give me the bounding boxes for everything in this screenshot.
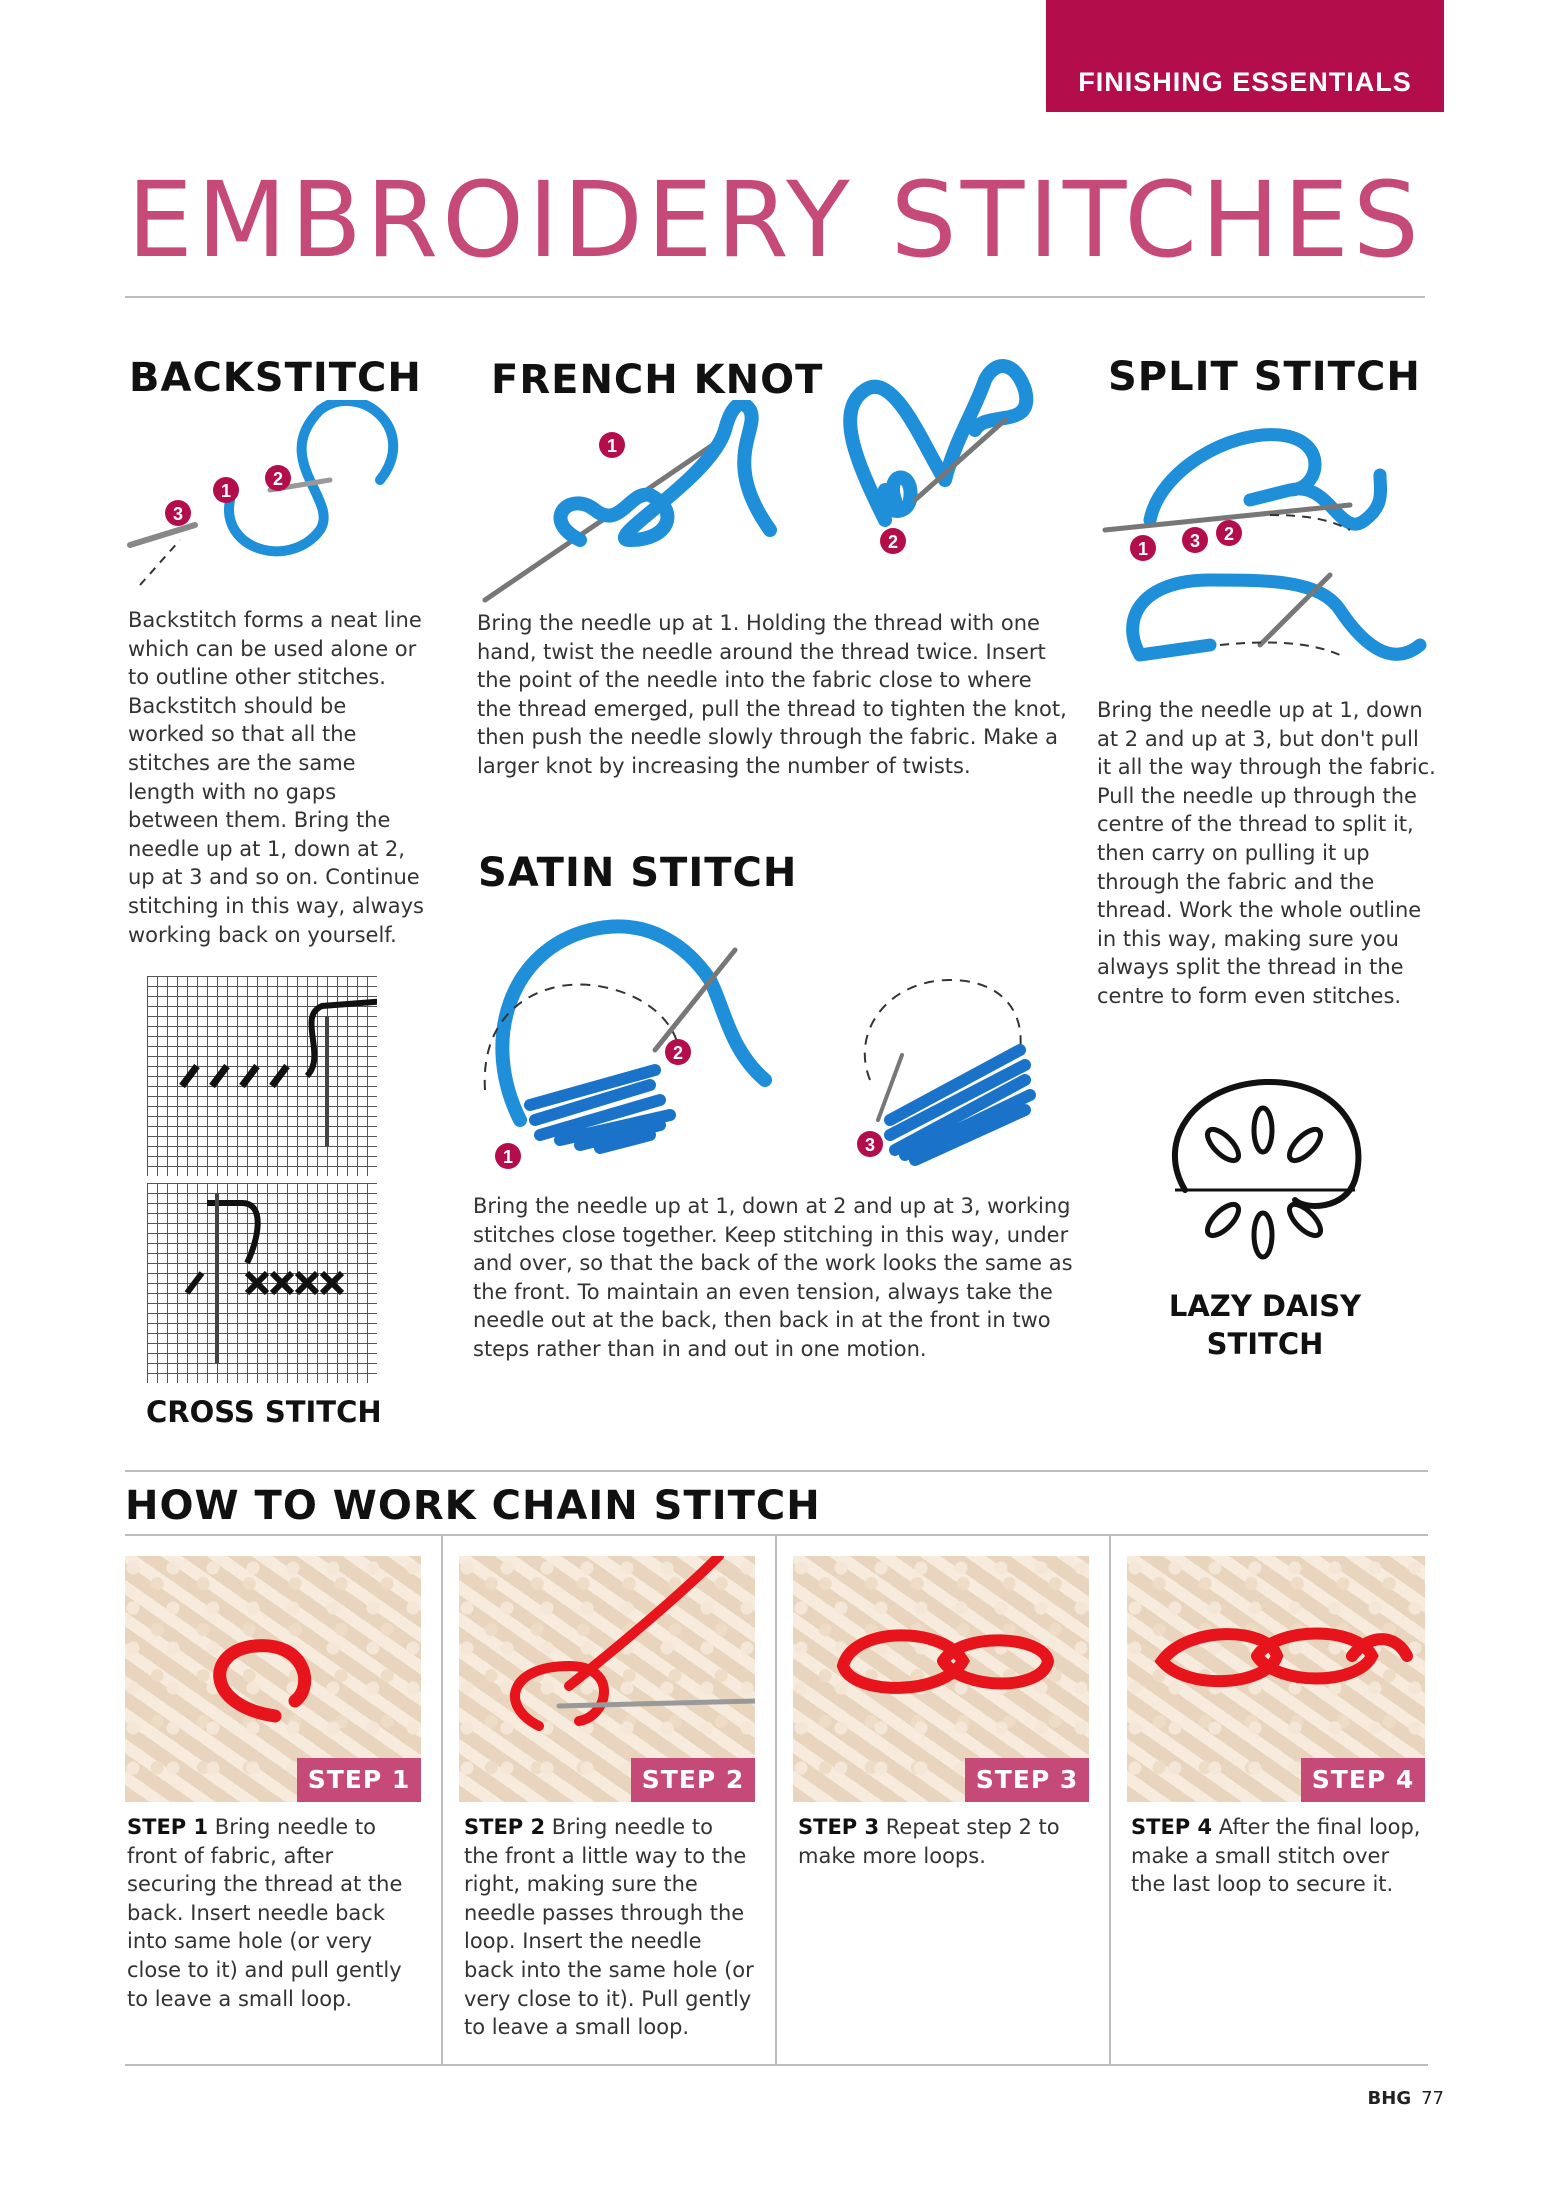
column-divider-2 <box>775 1534 777 2064</box>
chain-stitch-heading: HOW TO WORK CHAIN STITCH <box>125 1483 821 1529</box>
backstitch-heading: BACKSTITCH <box>129 355 422 401</box>
backstitch-description: Backstitch forms a neat line which can be used alone or to outline other stitches. Backstitch should be worked so that all the stitches are the same length with no gaps between them. Bring the needle up at 1, down at 2, up at 3 and so on. Continue stitching in this way, always working back on yourself. <box>128 608 424 947</box>
cross-stitch-grid-bottom <box>147 1183 377 1383</box>
svg-text:3: 3 <box>864 1135 876 1155</box>
french-knot-description: Bring the needle up at 1. Holding the thread with one hand, twist the needle around the thread twice. Insert the point of the needle into the fabric close to where the thread emerged, pull the thread to tighten the knot, then push the needle slowly through the fabric. Make a larger knot by increasing the number of twists. <box>477 611 1067 778</box>
page-footer <box>1368 2088 1444 2109</box>
title-divider <box>125 296 1425 298</box>
backstitch-marker-1 <box>213 477 239 503</box>
step-2-photo <box>459 1556 755 1802</box>
backstitch-marker-3 <box>165 500 191 526</box>
section-tag <box>1046 0 1444 112</box>
step-4-photo <box>1127 1556 1425 1802</box>
page-number: 77 <box>1421 2088 1444 2109</box>
step-4-description <box>1131 1813 1421 1899</box>
page-title: EMBROIDERY STITCHES <box>127 159 1423 281</box>
satin-stitch-illustration-1 <box>480 910 800 1180</box>
lazy-daisy-label <box>1125 1288 1405 1363</box>
split-stitch-marker-1 <box>1130 535 1156 561</box>
step-2-lead: STEP 2 <box>464 1815 546 1839</box>
svg-text:1: 1 <box>502 1147 514 1167</box>
split-stitch-heading: SPLIT STITCH <box>1108 354 1421 400</box>
lazy-daisy-label-line1: LAZY DAISY <box>1168 1289 1362 1323</box>
step-1-text: Bring needle to front of fabric, after securing the thread at the back. Insert needle back into same hole (or very close to it) and pull gently to leave a small loop. <box>127 1815 403 2011</box>
step-1-lead: STEP 1 <box>127 1815 209 1839</box>
step-3-photo <box>793 1556 1089 1802</box>
footer-brand: BHG <box>1367 2088 1412 2109</box>
backstitch-marker-2 <box>265 465 291 491</box>
svg-text:2: 2 <box>1223 524 1235 544</box>
satin-stitch-marker-2 <box>665 1039 691 1065</box>
chain-divider-bottom <box>125 2064 1428 2066</box>
split-stitch-marker-3 <box>1182 527 1208 553</box>
split-stitch-description: Bring the needle up at 1, down at 2 and up at 3, but don't pull it all the way through the fabric. Pull the needle up through the centre of the thread to split it, then carry on pulling it up through the fabric and the thread. Work the whole outline in this way, making sure you always split the thread in the centre to form even stitches. <box>1097 698 1436 1008</box>
step-1-description <box>127 1813 427 2013</box>
svg-text:1: 1 <box>1137 539 1149 559</box>
step-4-text: After the final loop, make a small stitch over the last loop to secure it. <box>1131 1815 1421 1897</box>
cross-stitch-label: CROSS STITCH <box>146 1395 382 1429</box>
svg-text:3: 3 <box>172 504 184 524</box>
french-knot-illustration-1 <box>480 400 790 610</box>
satin-stitch-heading: SATIN STITCH <box>478 850 798 896</box>
svg-text:2: 2 <box>672 1043 684 1063</box>
step-2-description <box>464 1813 754 2042</box>
step-1-photo <box>125 1556 421 1802</box>
section-tag-label: FINISHING ESSENTIALS <box>1078 67 1412 97</box>
step-3-description <box>798 1813 1098 1870</box>
lazy-daisy-illustration <box>1155 1070 1375 1270</box>
column-divider-1 <box>441 1534 443 2064</box>
french-knot-marker-2 <box>880 528 906 554</box>
step-2-badge: STEP 2 <box>631 1758 755 1802</box>
svg-text:1: 1 <box>606 436 618 456</box>
cross-stitch-grid-top <box>147 976 377 1176</box>
chain-divider-top <box>125 1470 1428 1472</box>
split-stitch-marker-2 <box>1216 520 1242 546</box>
satin-stitch-marker-3 <box>857 1131 883 1157</box>
backstitch-illustration <box>120 400 420 600</box>
step-3-badge: STEP 3 <box>965 1758 1089 1802</box>
step-3-text: Repeat step 2 to make more loops. <box>798 1815 1060 1868</box>
svg-text:3: 3 <box>1189 531 1201 551</box>
svg-text:2: 2 <box>272 469 284 489</box>
french-knot-marker-1 <box>599 432 625 458</box>
svg-text:1: 1 <box>220 481 232 501</box>
step-4-badge: STEP 4 <box>1301 1758 1425 1802</box>
step-1-badge: STEP 1 <box>297 1758 421 1802</box>
satin-stitch-marker-1 <box>495 1143 521 1169</box>
french-knot-heading: FRENCH KNOT <box>491 357 824 403</box>
split-stitch-illustration <box>1100 420 1440 680</box>
column-divider-3 <box>1109 1534 1111 2064</box>
french-knot-illustration-2 <box>835 350 1075 570</box>
satin-stitch-illustration-2 <box>850 970 1060 1170</box>
step-4-lead: STEP 4 <box>1131 1815 1213 1839</box>
satin-stitch-description: Bring the needle up at 1, down at 2 and up at 3, working stitches close together. Keep stitching in this way, under and over, so that the back of the work looks the same as the front. To maintain an even tension, always take the needle out at the back, then back in at the front in two steps rather than in and out in one motion. <box>473 1194 1073 1361</box>
step-2-text: Bring needle to the front a little way to the right, making sure the needle passes through the loop. Insert the needle back into the same hole (or very close to it). Pull gently to leave a small loop. <box>464 1815 754 2040</box>
svg-text:2: 2 <box>887 532 899 552</box>
lazy-daisy-label-line2: STITCH <box>1206 1326 1324 1361</box>
step-3-lead: STEP 3 <box>798 1815 880 1839</box>
